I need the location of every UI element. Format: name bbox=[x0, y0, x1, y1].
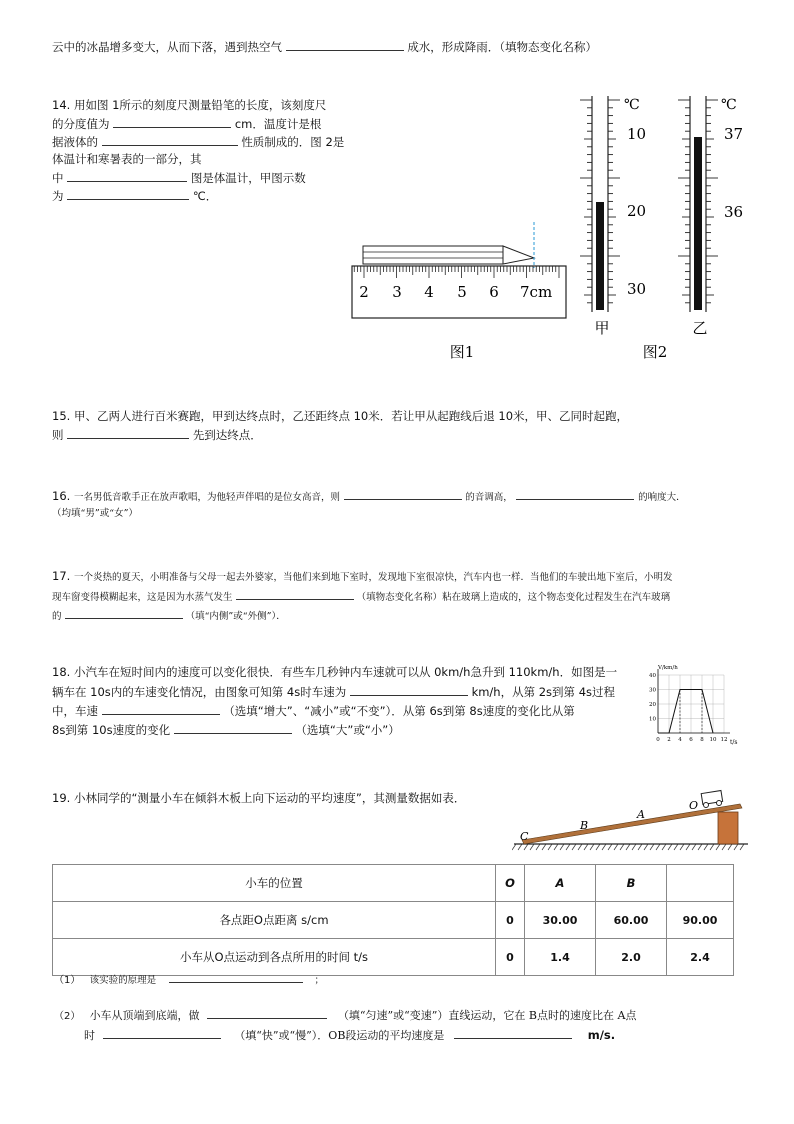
hatch-mark bbox=[740, 844, 744, 850]
hatch-mark bbox=[524, 844, 528, 850]
point-o-label: O bbox=[689, 799, 699, 812]
hatch-mark bbox=[644, 844, 648, 850]
q16-text: 一名男低音歌手正在放声歌唱，为他轻声伴唱的是位女高音，则 bbox=[73, 492, 340, 503]
measurement-table bbox=[52, 864, 734, 976]
hatch-mark bbox=[674, 844, 678, 850]
q18-text: （选填“增大”、“减小”或“不变”）．从第 6s到第 8s速度的变化比从第 bbox=[223, 704, 575, 718]
hatch-mark bbox=[632, 844, 636, 850]
hatch-mark bbox=[566, 844, 570, 850]
table-cell: 1.4 bbox=[525, 939, 596, 976]
hatch-mark bbox=[542, 844, 546, 850]
ruler-label-5: 5 bbox=[457, 283, 467, 301]
table-cell: 2.0 bbox=[596, 939, 667, 976]
q18-text: 中，车速 bbox=[52, 704, 98, 718]
hatch-mark bbox=[704, 844, 708, 850]
q19-part2-number: （2） bbox=[54, 1011, 81, 1022]
figure-2-caption: 图2 bbox=[642, 343, 668, 361]
hatch-mark bbox=[590, 844, 594, 850]
q19-text: ； bbox=[314, 975, 324, 986]
thermometer-a-unit: ℃ bbox=[624, 97, 640, 113]
velocity-time-chart bbox=[644, 660, 744, 746]
q15-text: 则 bbox=[52, 428, 64, 442]
q18-blank-speed[interactable] bbox=[350, 683, 468, 696]
q14-text: cm．温度计是根 bbox=[234, 117, 322, 131]
q17-number: 17. bbox=[52, 569, 71, 583]
cart-wheel bbox=[704, 803, 709, 808]
q19-text: （填“快”或“慢”）．OB段运动的平均速度是 bbox=[234, 1029, 445, 1042]
hatch-mark bbox=[650, 844, 654, 850]
chart-ytick-label: 30 bbox=[649, 687, 656, 694]
table-cell: 30.00 bbox=[525, 902, 596, 939]
hatch-mark bbox=[662, 844, 666, 850]
hatch-mark bbox=[572, 844, 576, 850]
q18-line-3 bbox=[52, 702, 575, 719]
hatch-mark bbox=[626, 844, 630, 850]
chart-grid bbox=[658, 675, 724, 733]
table-cell: O bbox=[496, 865, 525, 902]
q18-text: 辆车在 10s内的车速变化情况，由图象可知第 4s时车速为 bbox=[52, 685, 347, 699]
point-b-label: B bbox=[580, 819, 589, 832]
table-cell: 小车从O点运动到各点所用的时间 t/s bbox=[53, 939, 496, 976]
q16-line-2: （均填“男”或“女”） bbox=[52, 508, 138, 519]
hatch-mark bbox=[716, 844, 720, 850]
hatch-mark bbox=[608, 844, 612, 850]
table-cell: 60.00 bbox=[596, 902, 667, 939]
q14-text: ℃． bbox=[192, 189, 218, 203]
table-cell: 各点距O点距离 s/cm bbox=[53, 902, 496, 939]
q19-blank-motion[interactable] bbox=[207, 1006, 327, 1019]
hatch-mark bbox=[734, 844, 738, 850]
q17-text: 一个炎热的夏天，小明准备与父母一起去外婆家，当他们来到地下室时，发现地下室很凉快，汽车内也一样．当他们的车驶出地下室后，小明发 bbox=[73, 572, 673, 583]
thermometer-b-liquid bbox=[694, 137, 702, 310]
q14-text: 据液体的 bbox=[52, 135, 98, 149]
chart-axes bbox=[658, 669, 730, 733]
q19-part1-number: （1） bbox=[54, 975, 81, 986]
q19-text: （填“匀速”或“变速”）直线运动，它在 B点时的速度比在 A点 bbox=[337, 1009, 637, 1022]
hatch-mark bbox=[584, 844, 588, 850]
chart-xtick-label: 10 bbox=[709, 737, 717, 743]
thermometer-a-liquid bbox=[596, 202, 604, 310]
q18-text: 8s到第 10s速度的变化 bbox=[52, 723, 171, 737]
q17-line-2 bbox=[52, 587, 670, 606]
q17-line-1 bbox=[52, 568, 672, 586]
q18-line-1: 18. 小汽车在短时间内的速度可以变化很快．有些车几秒钟内车速就可以从 0km/h急升到 110km/h．如图是一 bbox=[52, 665, 618, 679]
q17-line-3 bbox=[52, 606, 286, 625]
thermometer-b-label-37: 37 bbox=[724, 125, 744, 143]
pencil bbox=[363, 222, 534, 268]
q19-line-1: 19. 小林同学的“测量小车在倾斜木板上向下运动的平均速度”，其测量数据如表． bbox=[52, 791, 466, 805]
chart-xtick-label: 8 bbox=[700, 737, 704, 743]
hatch-mark bbox=[548, 844, 552, 850]
q17-text: 的 bbox=[52, 611, 62, 622]
q16-blank-pitch[interactable] bbox=[344, 487, 462, 500]
hatch-mark bbox=[668, 844, 672, 850]
q17-blank-side[interactable] bbox=[65, 606, 183, 619]
hatch-mark bbox=[710, 844, 714, 850]
thermometer-b bbox=[678, 96, 743, 337]
table-row bbox=[53, 902, 734, 939]
cart-wheel bbox=[717, 801, 722, 806]
hatch-mark bbox=[512, 844, 516, 850]
ground-hatch bbox=[512, 844, 744, 850]
hatch-mark bbox=[638, 844, 642, 850]
q16-blank-loudness[interactable] bbox=[516, 487, 634, 500]
chart-ytick-label: 20 bbox=[649, 702, 656, 708]
q16-text: 的音调高， bbox=[465, 492, 513, 503]
hatch-mark bbox=[530, 844, 534, 850]
hatch-mark bbox=[554, 844, 558, 850]
q18-text: km/h，从第 2s到第 4s过程 bbox=[471, 685, 616, 699]
hatch-mark bbox=[596, 844, 600, 850]
chart-xtick-label: 4 bbox=[678, 737, 682, 743]
cart bbox=[701, 791, 722, 808]
q14-text: 中 bbox=[52, 171, 64, 185]
chart-xtick-label: 12 bbox=[720, 737, 728, 743]
thermometer-a-label-20: 20 bbox=[627, 202, 647, 220]
q15-blank[interactable] bbox=[67, 426, 189, 439]
chart-xtick-label: 0 bbox=[656, 737, 660, 743]
thermometer-b-name: 乙 bbox=[692, 319, 708, 337]
chart-series-line bbox=[658, 690, 713, 734]
q18-line-2 bbox=[52, 683, 615, 700]
q13-text: 云中的冰晶增多变大，从而下落，遇到热空气 bbox=[52, 40, 282, 54]
table-cell: A bbox=[525, 865, 596, 902]
thermometer-b-unit: ℃ bbox=[721, 97, 737, 113]
chart-xlabel: t/s bbox=[730, 739, 738, 746]
table-row bbox=[53, 865, 734, 902]
q17-text: （填“内侧”或“外侧”）． bbox=[185, 611, 286, 622]
q15-line-1: 15. 甲、乙两人进行百米赛跑，甲到达终点时，乙还距终点 10米．若让甲从起跑线后退 10米，甲、乙同时起跑， bbox=[52, 409, 629, 423]
hatch-mark bbox=[680, 844, 684, 850]
table-cell bbox=[667, 865, 734, 902]
q14-text: 的分度值为 bbox=[52, 117, 110, 131]
q18-blank-trend[interactable] bbox=[102, 702, 220, 715]
hatch-mark bbox=[620, 844, 624, 850]
q16-line-1 bbox=[52, 487, 686, 506]
q15-text: 先到达终点． bbox=[192, 428, 262, 442]
q14-text: 图是体温计，甲图示数 bbox=[190, 171, 306, 185]
chart-ytick-label: 10 bbox=[649, 716, 656, 723]
thermometer-b-label-36: 36 bbox=[724, 203, 744, 221]
ruler-label-3: 3 bbox=[392, 283, 402, 301]
q18-blank-compare[interactable] bbox=[174, 721, 292, 734]
hatch-mark bbox=[728, 844, 732, 850]
thermometer-a-name: 甲 bbox=[594, 319, 610, 337]
table-cell: 2.4 bbox=[667, 939, 734, 976]
hatch-mark bbox=[536, 844, 540, 850]
q18-text: （选填“大”或“小”） bbox=[295, 723, 400, 737]
q18-line-4 bbox=[52, 721, 400, 738]
q17-text: 现车窗变得模糊起来，这是因为水蒸气发生 bbox=[52, 592, 233, 603]
point-c-label: C bbox=[520, 830, 529, 843]
pencil-tip bbox=[503, 246, 534, 264]
q17-blank-change[interactable] bbox=[236, 587, 354, 600]
q16-number: 16. bbox=[52, 489, 71, 503]
thermometer-a-label-30: 30 bbox=[627, 280, 647, 298]
q19-text: m/s. bbox=[587, 1028, 616, 1042]
q19-part2-line1 bbox=[54, 1006, 636, 1025]
table-cell: B bbox=[596, 865, 667, 902]
q19-blank-fast-slow[interactable] bbox=[103, 1026, 221, 1039]
chart-xtick-label: 6 bbox=[689, 737, 693, 743]
q14-text: 为 bbox=[52, 189, 64, 203]
hatch-mark bbox=[686, 844, 690, 850]
q19-blank-avg-speed[interactable] bbox=[454, 1026, 572, 1039]
incline-figure bbox=[512, 788, 752, 854]
q14-line-1: 14. 用如图 1所示的刻度尺测量铅笔的长度，该刻度尺 bbox=[52, 98, 327, 112]
q14-text: 性质制成的．图 2是 bbox=[241, 135, 345, 149]
hatch-mark bbox=[698, 844, 702, 850]
q19-text: 小车从顶端到底端，做 bbox=[89, 1009, 200, 1022]
hatch-mark bbox=[614, 844, 618, 850]
figure-1-caption: 图1 bbox=[449, 343, 475, 361]
ruler-label-4: 4 bbox=[424, 283, 434, 301]
table-cell: 小车的位置 bbox=[53, 865, 496, 902]
chart-ytick-label: 40 bbox=[649, 673, 656, 679]
q19-part1 bbox=[54, 970, 324, 989]
hatch-mark bbox=[602, 844, 606, 850]
ruler-label-2: 2 bbox=[359, 283, 369, 301]
ruler-label-6: 6 bbox=[489, 283, 499, 301]
q17-text: （填物态变化名称）粘在玻璃上造成的，这个物态变化过程发生在汽车玻璃 bbox=[356, 592, 671, 603]
hatch-mark bbox=[578, 844, 582, 850]
ruler-label-7cm: 7cm bbox=[520, 283, 553, 301]
chart-ylabel: V/km/h bbox=[658, 665, 678, 671]
q19-text: 该实验的原理是 bbox=[89, 975, 157, 986]
q14-line-4: 体温计和寒暑表的一部分，其 bbox=[52, 152, 202, 166]
q19-part2-line2 bbox=[84, 1026, 615, 1044]
q16-text: 的响度大． bbox=[638, 492, 686, 503]
hatch-mark bbox=[722, 844, 726, 850]
thermometer-a bbox=[580, 96, 646, 337]
table-cell: 90.00 bbox=[667, 902, 734, 939]
chart-xtick-label: 2 bbox=[667, 737, 671, 743]
ruler-figure bbox=[352, 222, 566, 361]
q15-line-2 bbox=[52, 426, 262, 443]
thermometer-a-label-10: 10 bbox=[627, 125, 647, 143]
point-a-label: A bbox=[637, 808, 645, 821]
q13-text-end: 成水，形成降雨．（填物态变化名称） bbox=[407, 40, 598, 54]
q19-blank-principle[interactable] bbox=[169, 970, 303, 983]
incline-board bbox=[522, 804, 742, 844]
pencil-body bbox=[363, 246, 503, 264]
q19-text: 时 bbox=[84, 1029, 95, 1042]
hatch-mark bbox=[560, 844, 564, 850]
hatch-mark bbox=[656, 844, 660, 850]
wooden-block bbox=[718, 812, 738, 844]
hatch-mark bbox=[518, 844, 522, 850]
table-cell: 0 bbox=[496, 902, 525, 939]
q14-figures bbox=[0, 0, 794, 370]
hatch-mark bbox=[692, 844, 696, 850]
table-cell: 0 bbox=[496, 939, 525, 976]
